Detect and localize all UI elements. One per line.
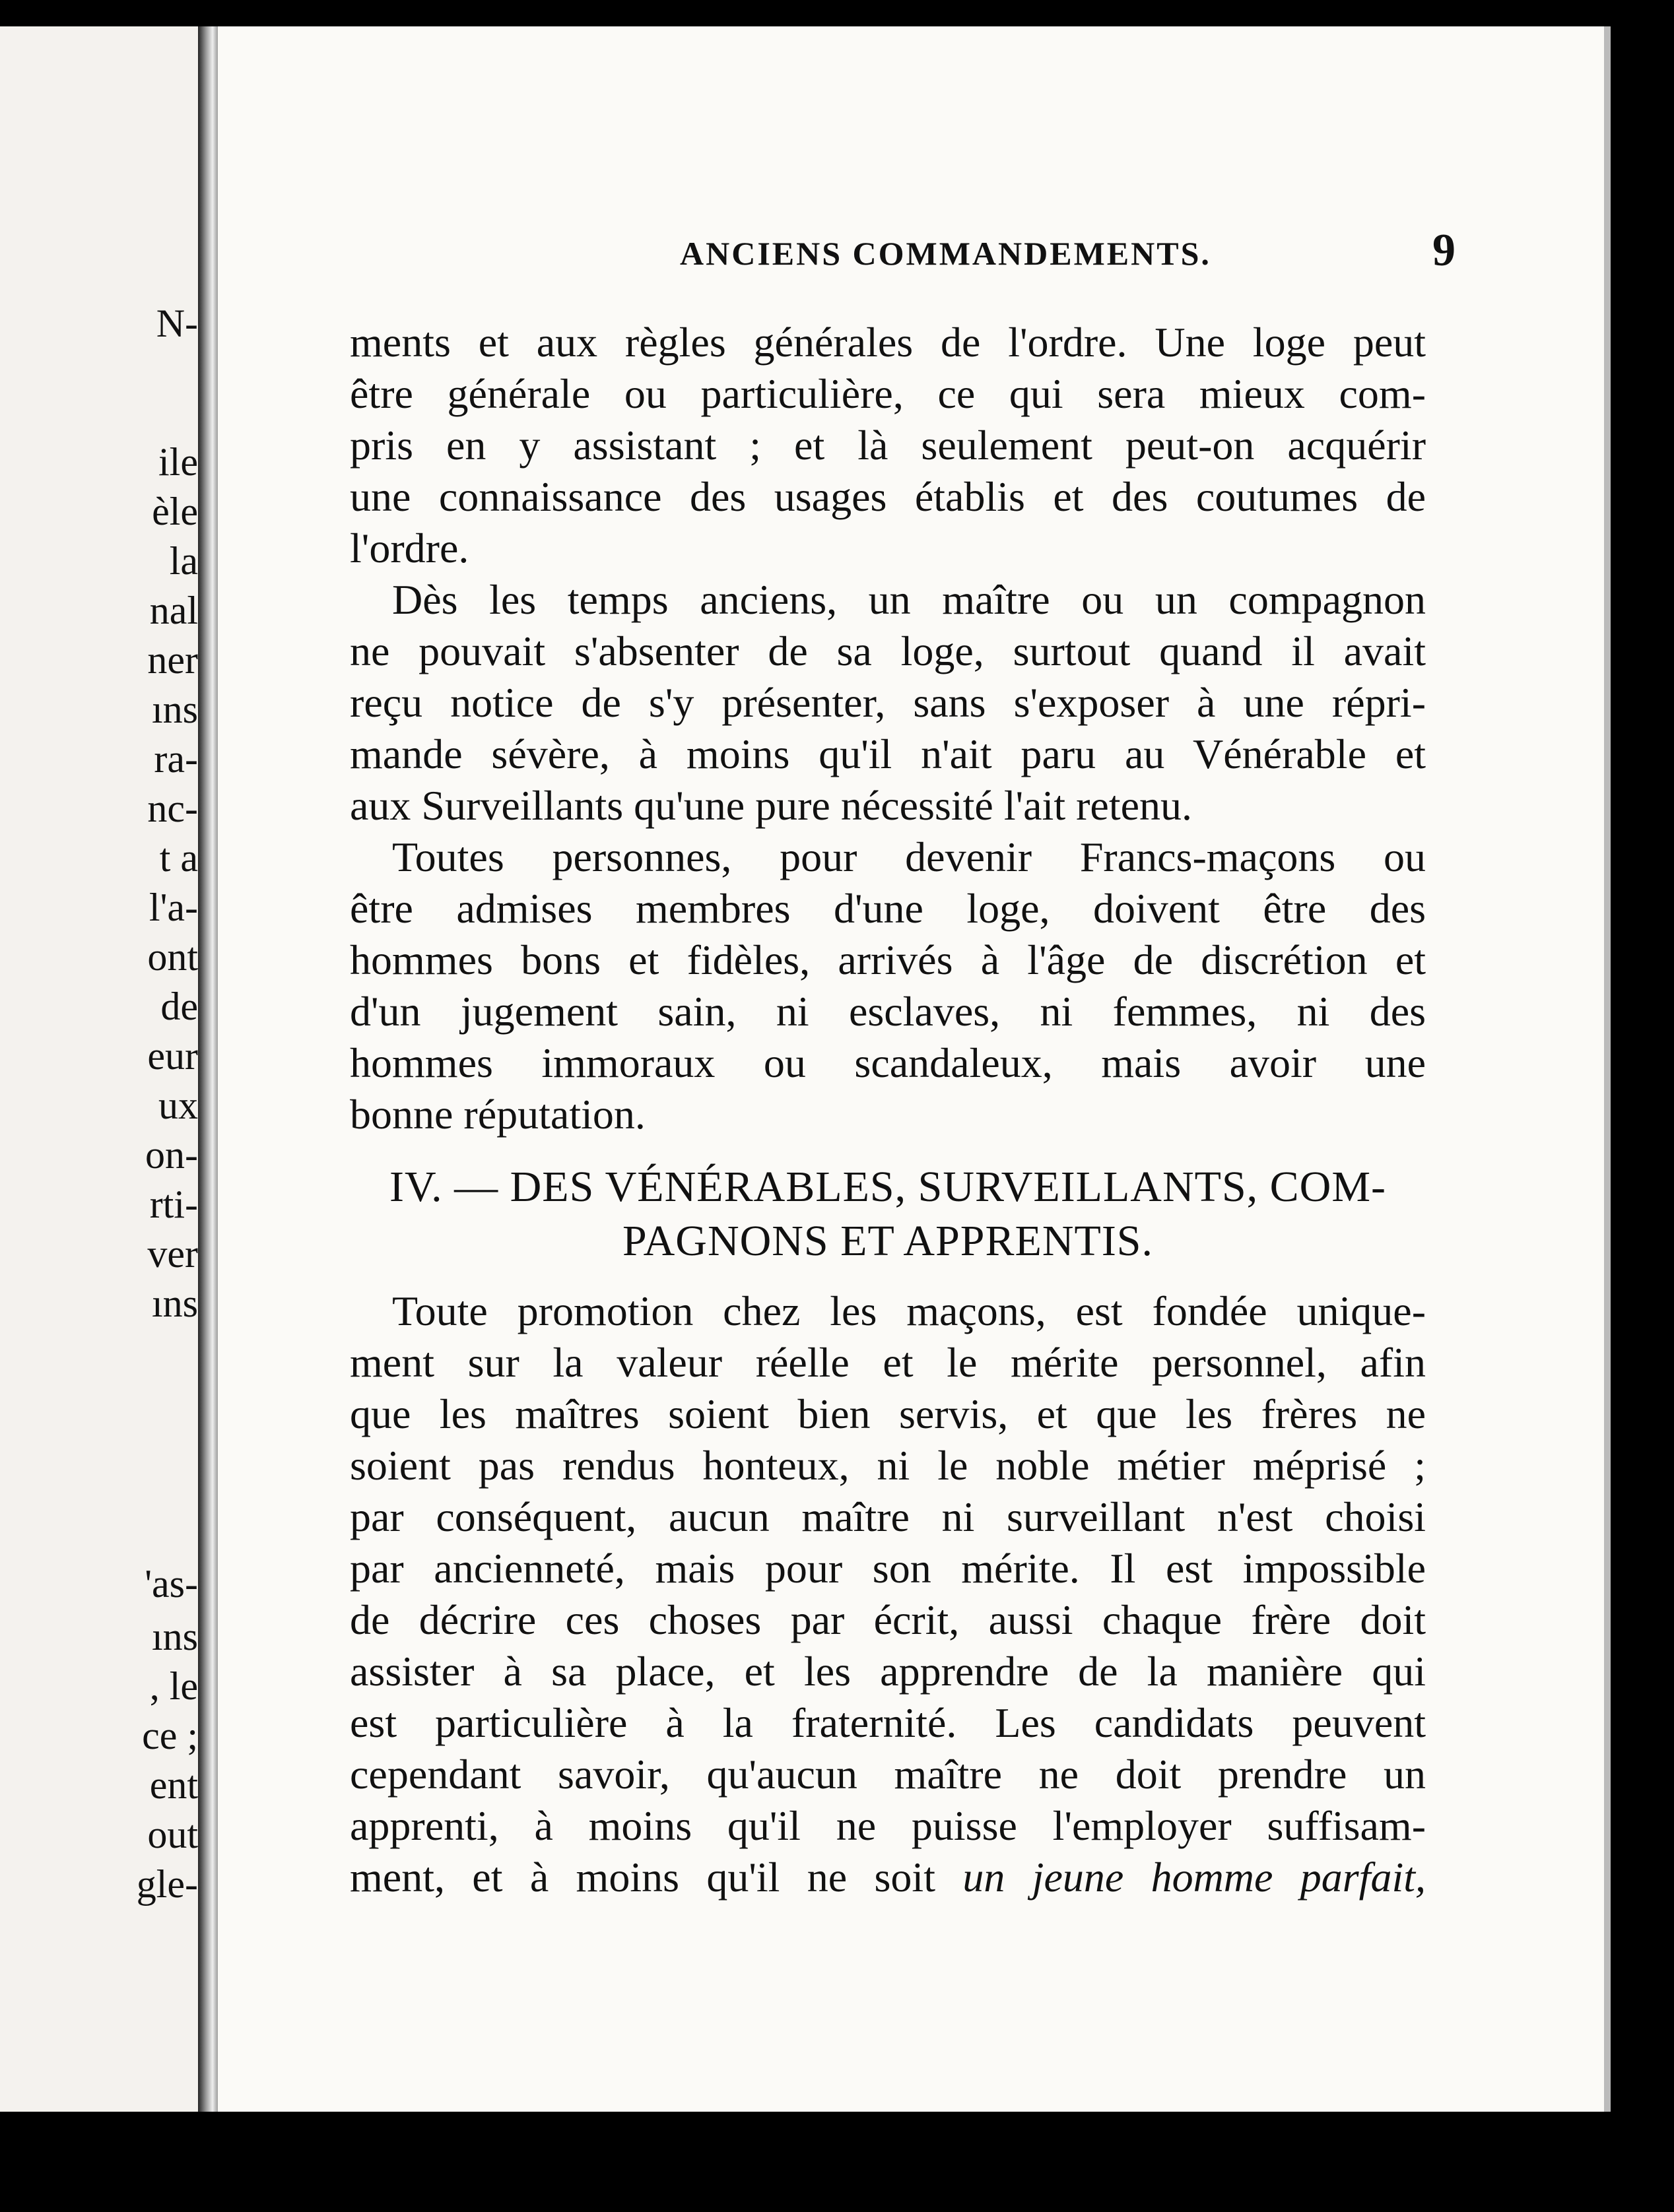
paragraph-4 xyxy=(350,1285,1426,1903)
left-fragment: l'a- xyxy=(149,886,198,929)
scan-right-border xyxy=(1611,0,1674,2212)
text-line: être générale ou particulière, ce qui sera mieux com- xyxy=(350,370,1426,417)
left-fragment: ner xyxy=(147,638,198,682)
text-line: par conséquent, aucun maître ni surveillant n'est choisi xyxy=(350,1493,1426,1540)
left-fragment: ont xyxy=(147,935,198,979)
left-fragment: ıns xyxy=(151,688,198,731)
paragraph-1 xyxy=(350,317,1426,574)
text-line: cependant savoir, qu'aucun maître ne doit prendre un xyxy=(350,1751,1426,1798)
left-fragment: out xyxy=(147,1813,198,1856)
left-fragment: N- xyxy=(156,302,198,345)
final-line-italic: un jeune homme parfait, xyxy=(962,1854,1426,1901)
left-fragment: gle- xyxy=(136,1862,198,1906)
body-text xyxy=(350,317,1426,1903)
scan-top-border xyxy=(0,0,1674,26)
section-heading xyxy=(350,1160,1426,1268)
text-line: apprenti, à moins qu'il ne puisse l'employer suffisam- xyxy=(350,1802,1426,1849)
left-fragment: ıns xyxy=(151,1282,198,1325)
text-line-final xyxy=(350,1852,1426,1903)
text-line: de décrire ces choses par écrit, aussi chaque frère doit xyxy=(350,1596,1426,1643)
left-fragment: , le xyxy=(149,1664,198,1708)
text-line: hommes bons et fidèles, arrivés à l'âge de discrétion et xyxy=(350,936,1426,983)
paragraph-2 xyxy=(350,574,1426,831)
text-line: soient pas rendus honteux, ni le noble métier méprisé ; xyxy=(350,1442,1426,1489)
text-line: mande sévère, à moins qu'il n'ait paru au Vénérable et xyxy=(350,731,1426,777)
left-fragment: èle xyxy=(152,490,198,533)
final-line-plain: ment, et à moins qu'il ne soit xyxy=(350,1854,963,1901)
left-fragment: ver xyxy=(147,1232,198,1276)
left-fragment: eur xyxy=(147,1034,198,1078)
left-fragment: t a xyxy=(159,836,198,880)
left-fragment: ra- xyxy=(154,737,198,781)
text-line: aux Surveillants qu'une pure nécessité l'ait retenu. xyxy=(350,782,1192,829)
text-line: reçu notice de s'y présenter, sans s'exposer à une répri- xyxy=(350,679,1426,726)
scan-bottom-border xyxy=(0,2112,1674,2212)
left-fragment: ce ; xyxy=(142,1714,198,1757)
text-line: ments et aux règles générales de l'ordre. Une loge peut xyxy=(350,319,1426,366)
page-number: 9 xyxy=(1432,225,1456,276)
text-line: est particulière à la fraternité. Les candidats peuvent xyxy=(350,1699,1426,1746)
left-fragment: la xyxy=(169,539,198,583)
text-line: une connaissance des usages établis et des coutumes de xyxy=(350,473,1426,520)
left-fragment: ux xyxy=(158,1084,198,1127)
left-fragment: de xyxy=(160,985,198,1028)
left-fragment: nal xyxy=(149,589,198,632)
left-fragment: rti- xyxy=(149,1183,198,1226)
text-line: bonne réputation. xyxy=(350,1091,646,1138)
running-head: ANCIENS COMMANDEMENTS. xyxy=(680,235,1211,272)
text-line: Toutes personnes, pour devenir Francs-maçons ou xyxy=(392,833,1426,880)
left-fragment: ile xyxy=(158,440,198,484)
left-fragment: nc- xyxy=(147,787,198,830)
section-heading-line-2: PAGNONS ET APPRENTIS. xyxy=(622,1217,1154,1265)
text-line: hommes immoraux ou scandaleux, mais avoir une xyxy=(350,1039,1426,1086)
right-page xyxy=(218,26,1611,2112)
left-fragment: 'as- xyxy=(145,1562,198,1606)
left-fragment: ent xyxy=(149,1763,198,1807)
text-line: l'ordre. xyxy=(350,525,469,571)
text-line: ment sur la valeur réelle et le mérite personnel, afin xyxy=(350,1339,1426,1386)
text-line: Dès les temps anciens, un maître ou un compagnon xyxy=(392,576,1426,623)
text-line: assister à sa place, et les apprendre de la manière qui xyxy=(350,1648,1426,1695)
text-line: ne pouvait s'absenter de sa loge, surtout quand il avait xyxy=(350,628,1426,674)
text-line: Toute promotion chez les maçons, est fondée unique- xyxy=(392,1287,1426,1334)
text-line: par ancienneté, mais pour son mérite. Il est impossible xyxy=(350,1545,1426,1592)
text-line: que les maîtres soient bien servis, et que les frères ne xyxy=(350,1390,1426,1437)
left-facing-page xyxy=(0,26,213,2112)
left-fragment: on- xyxy=(145,1133,198,1177)
left-fragment: ıns xyxy=(151,1615,198,1658)
section-heading-line-1: IV. — DES VÉNÉRABLES, SURVEILLANTS, COM- xyxy=(389,1163,1386,1211)
paragraph-3 xyxy=(350,831,1426,1140)
text-line: être admises membres d'une loge, doivent être des xyxy=(350,885,1426,932)
text-line: pris en y assistant ; et là seulement peut-on acquérir xyxy=(350,422,1426,469)
text-line: d'un jugement sain, ni esclaves, ni femmes, ni des xyxy=(350,988,1426,1035)
